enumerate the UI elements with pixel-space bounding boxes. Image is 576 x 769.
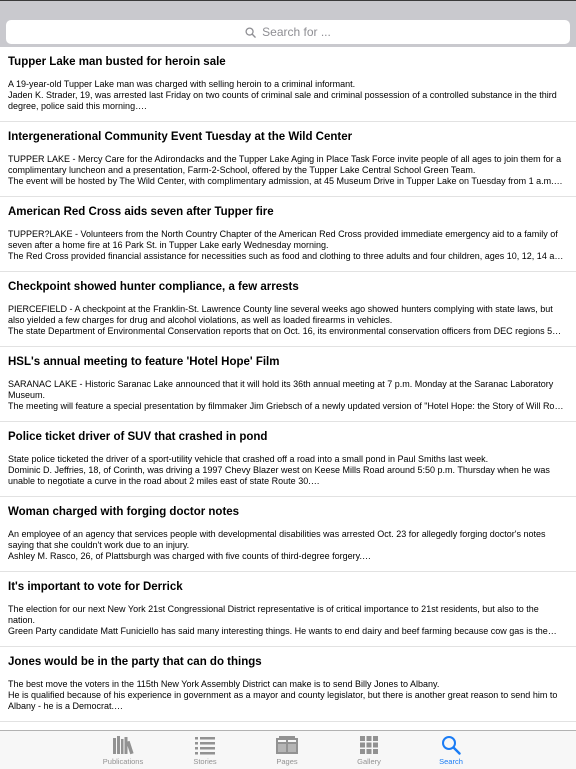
article-item[interactable] — [0, 497, 576, 572]
search-bar — [0, 1, 576, 47]
article-title[interactable]: American Red Cross aids seven after Tupper fire — [8, 206, 274, 218]
article-title[interactable]: Intergenerational Community Event Tuesday at the Wild Center — [8, 131, 353, 143]
article-item[interactable] — [0, 647, 576, 722]
article-title[interactable]: HSL's annual meeting to feature 'Hotel Hope' Film — [8, 356, 280, 368]
article-summary — [8, 529, 568, 561]
tab-label: Pages — [276, 757, 298, 766]
article-item[interactable] — [0, 122, 576, 197]
tab-bar — [0, 730, 576, 769]
summary-line: TUPPER LAKE - Mercy Care for the Adirondacks and the Tupper Lake Aging in Place Task Force invite people of all ages to join them for a complimentary luncheon and a presentation, Farm-2-School, offered by the Tupper Lake Central School Green Team. — [8, 154, 562, 175]
article-item[interactable] — [0, 572, 576, 647]
article-summary — [8, 304, 568, 336]
article-summary — [8, 379, 568, 411]
search-input[interactable] — [6, 20, 570, 44]
stories-icon — [194, 735, 216, 755]
tab-label: Search — [439, 757, 463, 766]
article-summary — [8, 454, 568, 486]
summary-line: A 19-year-old Tupper Lake man was charged with selling heroin to a criminal informant. — [8, 79, 356, 89]
tab-gallery[interactable] — [328, 731, 410, 769]
tab-label: Gallery — [357, 757, 381, 766]
summary-line: PIERCEFIELD - A checkpoint at the Franklin-St. Lawrence County line several weeks ago showed hunters complying with state laws, but also yielded a few charges for drug and alcohol violations, as well as loaded firearms in vehicles. — [8, 304, 553, 325]
article-item[interactable] — [0, 47, 576, 122]
article-summary — [8, 154, 568, 186]
summary-line: Ashley M. Rasco, 26, of Plattsburgh was charged with five counts of third-degree forgery.… — [8, 550, 372, 561]
article-item[interactable] — [0, 347, 576, 422]
article-title[interactable]: Checkpoint showed hunter compliance, a few arrests — [8, 281, 299, 293]
summary-line: The event will be hosted by The Wild Center, with complimentary admission, at 45 Museum Drive in Tupper Lake on Tuesday from 1 a.m.… — [8, 175, 563, 186]
article-summary — [8, 679, 568, 711]
summary-line: The best move the voters in the 115th New York Assembly District can make is to send Billy Jones to Albany. — [8, 679, 440, 689]
article-list — [0, 47, 576, 730]
article-item[interactable] — [0, 197, 576, 272]
article-summary — [8, 229, 568, 261]
search-placeholder: Search for ... — [262, 25, 331, 39]
summary-line: State police ticketed the driver of a sport-utility vehicle that crashed off a road into a small pond in Paul Smiths last week. — [8, 454, 489, 464]
summary-line: Green Party candidate Matt Funiciello has said many interesting things. He wants to end dairy and beef farming because cow gas is the… — [8, 625, 557, 636]
article-title[interactable]: Jones would be in the party that can do things — [8, 656, 262, 668]
tab-label: Stories — [193, 757, 217, 766]
article-title[interactable]: Tupper Lake man busted for heroin sale — [8, 56, 226, 68]
article-summary — [8, 604, 568, 636]
summary-line: The election for our next New York 21st Congressional District representative is of critical importance to 21st residents, but also to the nation. — [8, 604, 539, 625]
article-summary — [8, 79, 568, 111]
summary-line: SARANAC LAKE - Historic Saranac Lake announced that it will hold its 36th annual meeting at 7 p.m. Monday at the Saranac Laboratory Museum. — [8, 379, 554, 400]
tab-pages[interactable] — [246, 731, 328, 769]
tab-stories[interactable] — [164, 731, 246, 769]
article-title[interactable]: Woman charged with forging doctor notes — [8, 506, 240, 518]
search-icon — [245, 27, 256, 38]
article-title[interactable]: Police ticket driver of SUV that crashed in pond — [8, 431, 268, 443]
tab-publications[interactable] — [82, 731, 164, 769]
tab-label: Publications — [102, 757, 144, 766]
summary-line: The state Department of Environmental Conservation reports that on Oct. 16, its environmental conservation officers from DEC regions 5… — [8, 325, 562, 336]
summary-line: He is qualified because of his experience in government as a mayor and county legislator, but there is another great reason to send him to Albany - he is a Democrat.… — [8, 689, 558, 711]
gallery-icon — [359, 735, 379, 755]
summary-line: TUPPER?LAKE - Volunteers from the North Country Chapter of the American Red Cross provided immediate emergency aid to a family of seven after a home fire at 16 Park St. in Tupper Lake early Wednesday morning. — [8, 229, 558, 250]
publications-icon — [112, 735, 134, 755]
article-item[interactable] — [0, 272, 576, 347]
article-item[interactable] — [0, 422, 576, 497]
search-icon — [441, 735, 461, 755]
summary-line: The Red Cross provided financial assistance for necessities such as food and clothing to three adults and four children, ages 10, 12, 14 a… — [8, 250, 564, 261]
article-title[interactable]: It's important to vote for Derrick — [8, 581, 183, 593]
summary-line: Jaden K. Strader, 19, was arrested last Friday on two counts of criminal sale and criminal possession of a controlled substance in the third degree, police said this morning…. — [8, 89, 557, 111]
summary-line: An employee of an agency that services people with developmental disabilities was arrested Oct. 23 for allegedly forging doctor's notes saying that she couldn't work due to an injury. — [8, 529, 546, 550]
summary-line: Dominic D. Jeffries, 18, of Corinth, was driving a 1997 Chevy Blazer west on Keese Mills Road around 5:50 p.m. Thursday when he was unable to negotiate a curve in the road about 2 miles east of state Route 30.… — [8, 464, 550, 486]
summary-line: The meeting will feature a special presentation by filmmaker Jim Griebsch of a newly updated version of "Hotel Hope: the Story of Will Ro… — [8, 400, 564, 411]
pages-icon — [275, 735, 299, 755]
tab-search[interactable] — [410, 731, 492, 769]
